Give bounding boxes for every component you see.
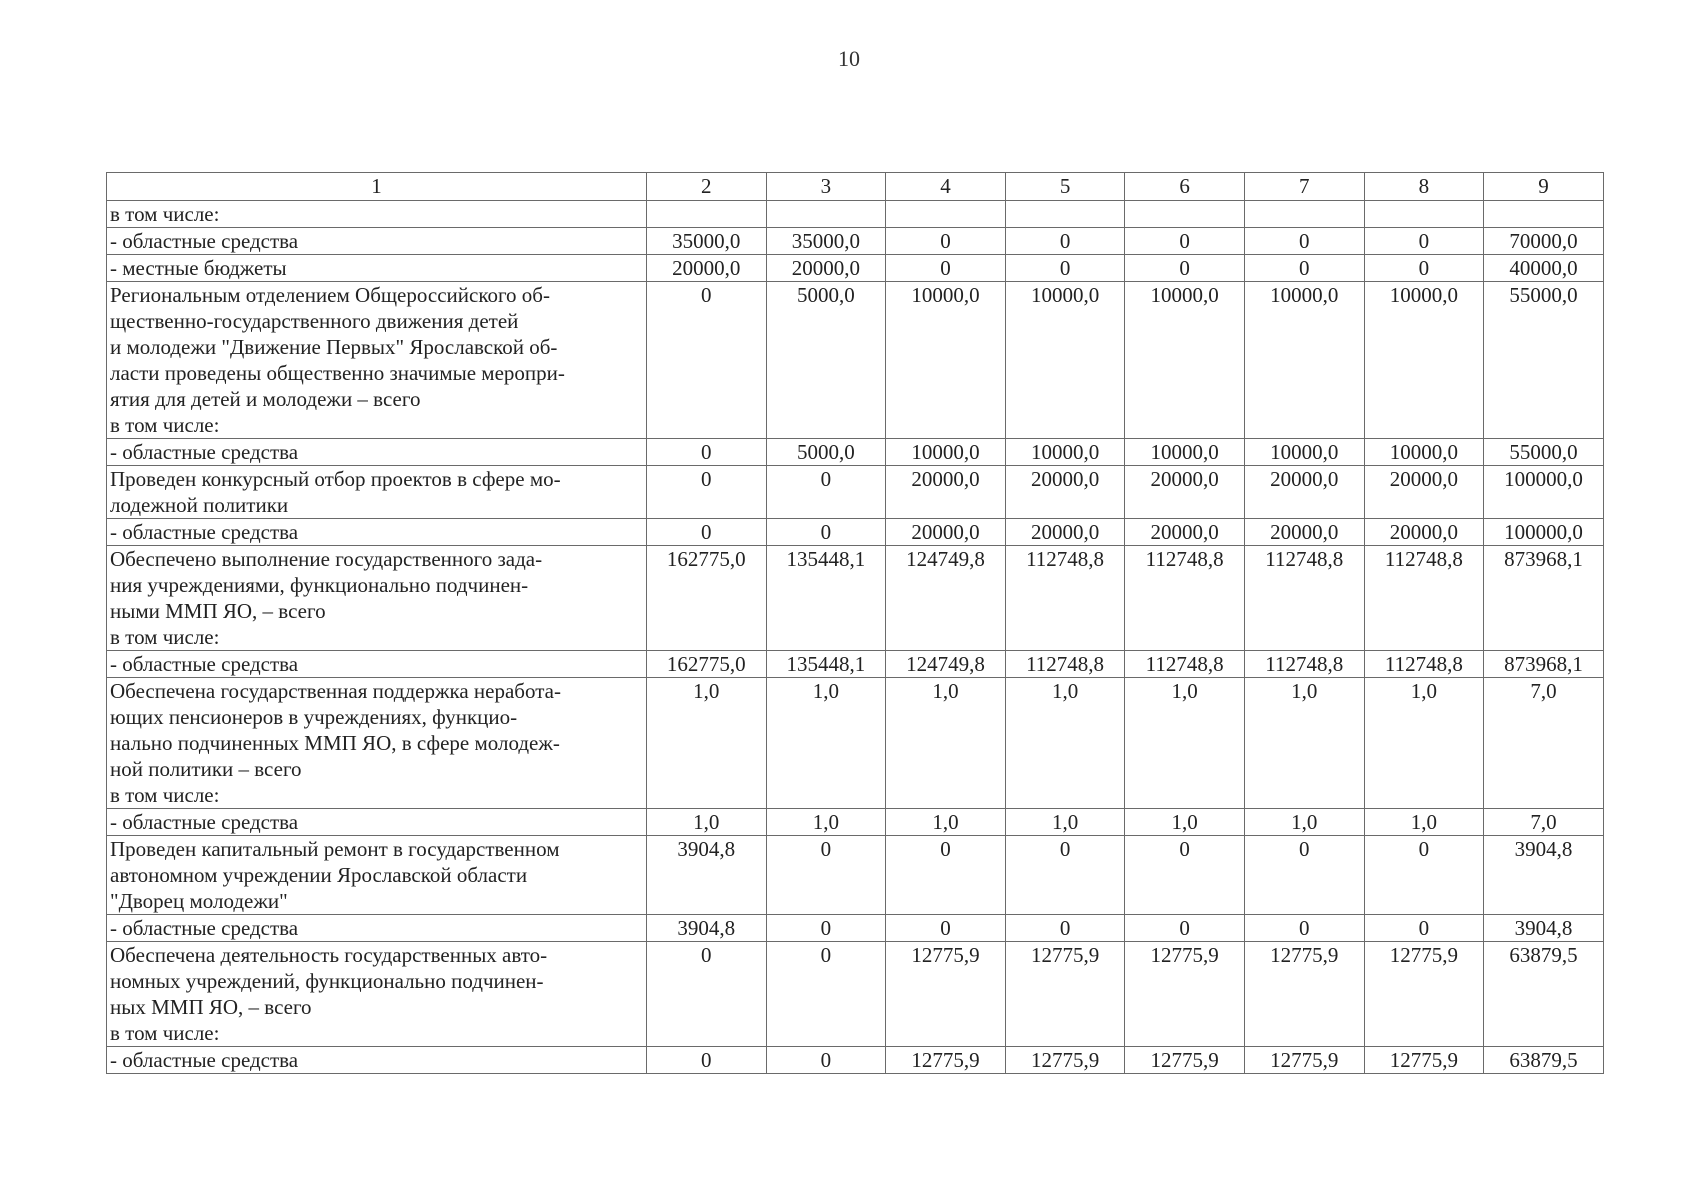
table-cell: 112748,8 [1364,546,1484,651]
table-cell: 70000,0 [1484,228,1604,255]
table-cell: 0 [1364,255,1484,282]
table-cell: 0 [1244,255,1364,282]
table-row [107,228,1604,255]
table-cell: 20000,0 [647,255,767,282]
table-cell: 20000,0 [1005,466,1125,519]
table-cell: 0 [766,466,886,519]
table-cell: 12775,9 [1005,942,1125,1047]
row-label: - областные средства [107,915,647,942]
table-cell: 112748,8 [1125,651,1245,678]
table-cell: 0 [766,519,886,546]
table-row [107,1047,1604,1074]
table-cell: 1,0 [1125,809,1245,836]
table-cell: 20000,0 [1364,519,1484,546]
row-label: Обеспечена деятельность государственных авто- номных учреждений, функционально подчинен- ных ММП ЯО, – всего в том числе: [107,942,647,1047]
table-cell: 112748,8 [1125,546,1245,651]
table-cell: 12775,9 [1005,1047,1125,1074]
table-cell: 10000,0 [1364,282,1484,439]
table-cell [1125,201,1245,228]
table-cell: 0 [766,1047,886,1074]
table-cell: 20000,0 [766,255,886,282]
table-cell: 7,0 [1484,809,1604,836]
table-cell: 20000,0 [1364,466,1484,519]
table-row [107,466,1604,519]
table-cell: 12775,9 [1244,942,1364,1047]
table-cell: 35000,0 [766,228,886,255]
table-cell: 1,0 [1364,809,1484,836]
row-label: - областные средства [107,519,647,546]
table-cell [1244,201,1364,228]
table-cell: 0 [647,1047,767,1074]
table-cell: 12775,9 [1125,942,1245,1047]
column-header: 3 [766,173,886,201]
row-label: Региональным отделением Общероссийского об- щественно-государственного движения детей и молодежи "Движение Первых" Ярославской об- ласти проведены общественно значимые меропри- ятия для детей и молодежи – всего в том числе: [107,282,647,439]
column-header: 1 [107,173,647,201]
table-cell: 10000,0 [886,439,1006,466]
column-header: 5 [1005,173,1125,201]
table-cell: 124749,8 [886,546,1006,651]
table-cell: 124749,8 [886,651,1006,678]
table-cell: 100000,0 [1484,466,1604,519]
table-cell: 0 [1364,836,1484,915]
table-cell: 5000,0 [766,439,886,466]
row-label: - областные средства [107,651,647,678]
table-cell: 0 [1244,915,1364,942]
table-row [107,439,1604,466]
table-cell [1364,201,1484,228]
table-cell: 10000,0 [886,282,1006,439]
table-cell: 40000,0 [1484,255,1604,282]
table-cell: 10000,0 [1005,439,1125,466]
table-cell: 0 [886,228,1006,255]
table-cell: 55000,0 [1484,282,1604,439]
table-cell: 63879,5 [1484,942,1604,1047]
table-cell: 112748,8 [1005,546,1125,651]
table-cell: 0 [647,282,767,439]
table-cell: 1,0 [886,809,1006,836]
table-cell: 20000,0 [1244,519,1364,546]
table-cell: 0 [886,836,1006,915]
table-cell: 0 [766,915,886,942]
table-cell [886,201,1006,228]
table-cell: 0 [1005,255,1125,282]
table-row [107,201,1604,228]
row-label: - местные бюджеты [107,255,647,282]
table-cell: 10000,0 [1125,282,1245,439]
table-cell: 0 [1125,228,1245,255]
table-cell: 0 [886,255,1006,282]
table-cell: 10000,0 [1244,439,1364,466]
row-label: Проведен конкурсный отбор проектов в сфере мо- лодежной политики [107,466,647,519]
table-cell: 0 [647,439,767,466]
table-cell: 3904,8 [647,836,767,915]
table-row [107,282,1604,439]
table-cell: 12775,9 [1125,1047,1245,1074]
table-cell: 112748,8 [1244,546,1364,651]
table-cell: 0 [1005,915,1125,942]
table-cell: 0 [1244,836,1364,915]
table-cell: 112748,8 [1244,651,1364,678]
table-cell: 12775,9 [886,942,1006,1047]
table-cell: 0 [647,466,767,519]
column-header: 6 [1125,173,1245,201]
table-cell: 0 [1125,915,1245,942]
column-header: 7 [1244,173,1364,201]
row-label: - областные средства [107,439,647,466]
table-cell: 1,0 [1005,678,1125,809]
table-cell: 35000,0 [647,228,767,255]
table-cell [1005,201,1125,228]
table-cell: 1,0 [1244,678,1364,809]
table-cell: 1,0 [1364,678,1484,809]
row-label: Обеспечено выполнение государственного зада- ния учреждениями, функционально подчинен- ными ММП ЯО, – всего в том числе: [107,546,647,651]
table-cell: 0 [766,836,886,915]
table-cell: 0 [766,942,886,1047]
table-cell: 0 [1005,836,1125,915]
row-label: в том числе: [107,201,647,228]
table-cell: 12775,9 [886,1047,1006,1074]
table-cell: 20000,0 [886,519,1006,546]
table-cell: 135448,1 [766,651,886,678]
table-cell [766,201,886,228]
table-cell: 0 [886,915,1006,942]
table-cell: 162775,0 [647,546,767,651]
table-cell: 20000,0 [1125,466,1245,519]
table-cell: 3904,8 [1484,915,1604,942]
table-row [107,836,1604,915]
table-row [107,809,1604,836]
table-cell: 0 [1125,255,1245,282]
table-cell: 63879,5 [1484,1047,1604,1074]
table-cell: 12775,9 [1364,1047,1484,1074]
table-row [107,255,1604,282]
table-cell: 20000,0 [1005,519,1125,546]
table-row [107,651,1604,678]
table-cell: 1,0 [647,678,767,809]
row-label: - областные средства [107,228,647,255]
table-cell: 0 [1125,836,1245,915]
table-cell: 0 [1364,915,1484,942]
table-cell: 100000,0 [1484,519,1604,546]
table-row [107,942,1604,1047]
column-header: 8 [1364,173,1484,201]
table-cell: 5000,0 [766,282,886,439]
row-label: Проведен капитальный ремонт в государственном автономном учреждении Ярославской области "Дворец молодежи" [107,836,647,915]
table-cell: 0 [1005,228,1125,255]
table-row [107,678,1604,809]
table-cell: 10000,0 [1005,282,1125,439]
table-cell: 1,0 [766,678,886,809]
column-header: 2 [647,173,767,201]
table-cell: 1,0 [886,678,1006,809]
table-cell: 112748,8 [1364,651,1484,678]
table-header-row [107,173,1604,201]
table-cell: 55000,0 [1484,439,1604,466]
table-cell: 135448,1 [766,546,886,651]
table-cell: 10000,0 [1364,439,1484,466]
page-number: 10 [838,46,860,71]
table-cell: 7,0 [1484,678,1604,809]
table-row [107,915,1604,942]
table-cell: 1,0 [647,809,767,836]
column-header: 9 [1484,173,1604,201]
row-label: - областные средства [107,1047,647,1074]
table-cell: 1,0 [1125,678,1245,809]
table-cell: 0 [647,519,767,546]
table-cell: 112748,8 [1005,651,1125,678]
row-label: Обеспечена государственная поддержка неработа- ющих пенсионеров в учреждениях, функцио- нально подчиненных ММП ЯО, в сфере молодеж- ной политики – всего в том числе: [107,678,647,809]
table-row [107,546,1604,651]
table-cell: 20000,0 [1244,466,1364,519]
table-cell: 12775,9 [1364,942,1484,1047]
table-cell: 10000,0 [1125,439,1245,466]
table-cell: 162775,0 [647,651,767,678]
table-cell: 12775,9 [1244,1047,1364,1074]
table-cell [1484,201,1604,228]
table-cell: 873968,1 [1484,651,1604,678]
table-cell: 10000,0 [1244,282,1364,439]
table-cell: 3904,8 [647,915,767,942]
column-header: 4 [886,173,1006,201]
table-cell: 1,0 [1244,809,1364,836]
table-cell: 873968,1 [1484,546,1604,651]
table-cell: 1,0 [1005,809,1125,836]
row-label: - областные средства [107,809,647,836]
table-cell: 20000,0 [886,466,1006,519]
table-cell: 20000,0 [1125,519,1245,546]
table-cell: 3904,8 [1484,836,1604,915]
table-cell: 0 [647,942,767,1047]
budget-table [106,172,1604,1074]
table-cell: 0 [1364,228,1484,255]
table-cell: 1,0 [766,809,886,836]
table-cell: 0 [1244,228,1364,255]
table-row [107,519,1604,546]
table-cell [647,201,767,228]
